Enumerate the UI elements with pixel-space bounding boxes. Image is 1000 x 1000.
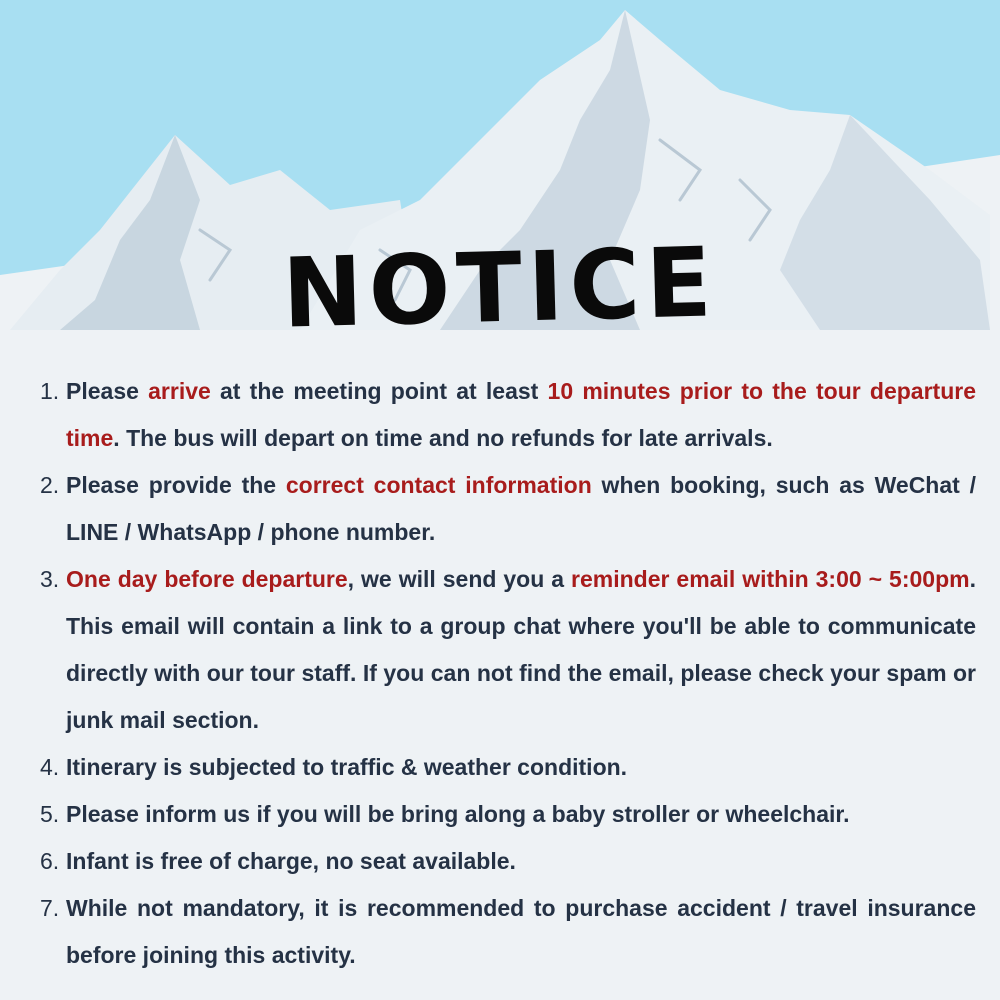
notice-item (40, 462, 976, 556)
item-number: 6. (40, 848, 60, 874)
item-number: 5. (40, 801, 60, 827)
item-text: when booking, such as WeChat / LINE / WhatsApp / phone number. (66, 472, 977, 545)
item-text: . This email will contain a link to a group chat where you'll be able to communicate directly with our tour staff. If you can not find the email, please check your spam or junk mail section. (66, 566, 976, 733)
item-text: Itinerary is subjected to traffic & weather condition. (66, 754, 628, 780)
item-number: 3. (40, 566, 60, 592)
item-text: at the meeting point at least (210, 378, 548, 404)
notice-item (40, 791, 976, 838)
item-number: 4. (40, 754, 60, 780)
notice-item (40, 885, 976, 979)
item-number: 2. (40, 472, 60, 498)
highlighted-text: reminder email within 3:00 ~ 5:00pm (571, 566, 970, 592)
notice-list (40, 368, 976, 979)
item-text: , we will send you a (347, 566, 572, 592)
notice-item (40, 556, 976, 744)
item-text: While not mandatory, it is recommended to purchase accident / travel insurance before joining this activity. (66, 895, 976, 968)
highlighted-text: arrive (148, 378, 211, 404)
notice-title: NOTICE (280, 226, 719, 350)
item-text: Please provide the (66, 472, 286, 498)
item-number: 7. (40, 895, 60, 921)
item-number: 1. (40, 378, 60, 404)
highlighted-text: correct contact information (285, 472, 592, 498)
item-text: Please inform us if you will be bring along a baby stroller or wheelchair. (66, 801, 850, 827)
notice-item (40, 368, 976, 462)
notice-item (40, 744, 976, 791)
highlighted-text: One day before departure (66, 566, 348, 592)
item-text: . The bus will depart on time and no refunds for late arrivals. (113, 425, 773, 451)
item-text: Please (66, 378, 149, 404)
highlighted-text: 10 minutes prior to the tour departure time (66, 378, 976, 451)
notice-item (40, 838, 976, 885)
item-text: Infant is free of charge, no seat available. (66, 848, 516, 874)
